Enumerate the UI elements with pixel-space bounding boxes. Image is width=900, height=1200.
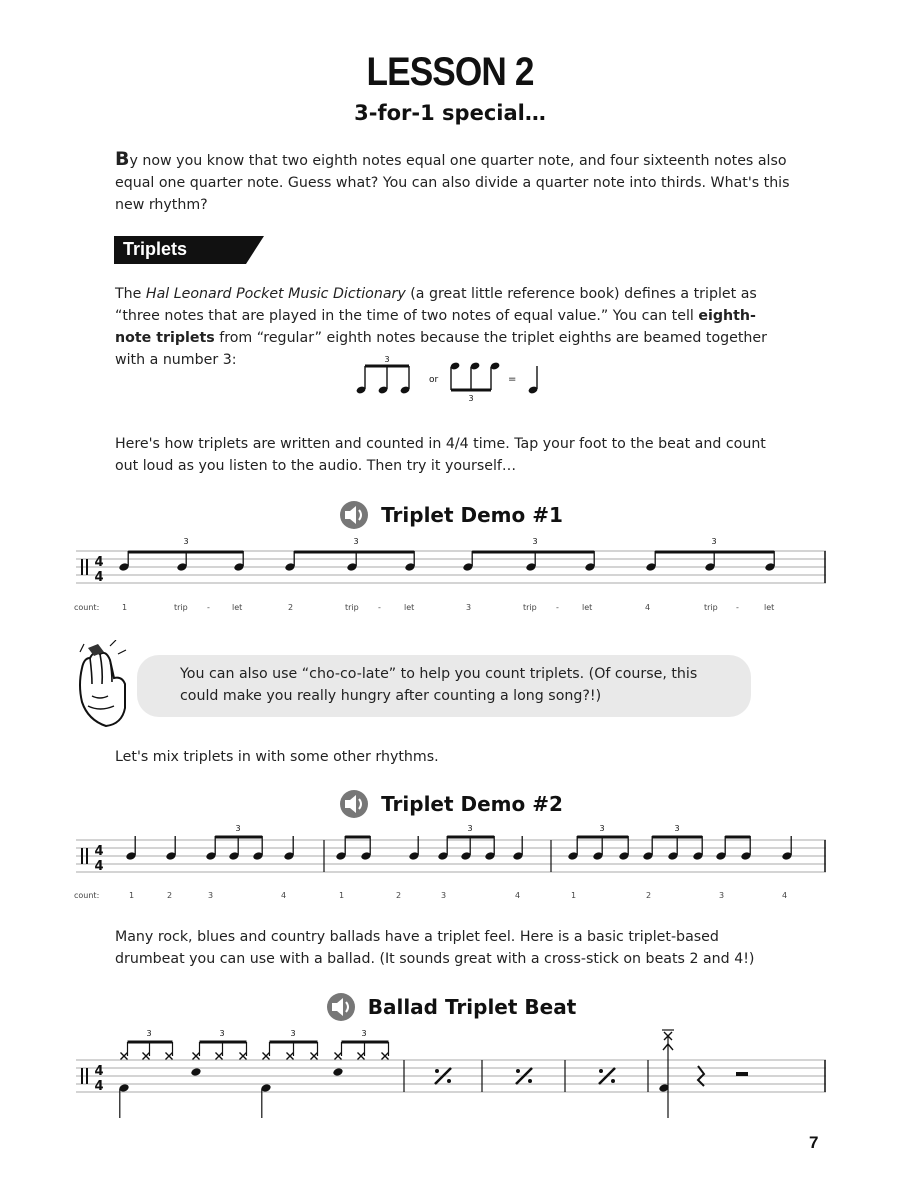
count-label: count: [74, 891, 100, 900]
drop-cap: B [115, 148, 130, 170]
triplet-number: 3 [532, 537, 538, 546]
tip-bubble [137, 655, 751, 717]
count-item: - [378, 603, 381, 612]
triplet-number: 3 [384, 355, 390, 364]
hand-pointing-icon [70, 640, 130, 735]
mix-paragraph: Let's mix triplets in with some other rhythms. [115, 749, 439, 765]
triplet-number: 3 [361, 1029, 367, 1038]
triplet-number: 3 [183, 537, 189, 546]
count-label: count: [74, 603, 100, 612]
hihat-note [382, 1053, 389, 1060]
hihat-note [240, 1053, 247, 1060]
intro-text: y now you know that two eighth notes equal one quarter note, and four sixteenth notes also equal one quarter note. Guess what? You can also divide a quarter note into thirds. What's this new rhythm? [115, 153, 790, 213]
triplet-number: 3 [235, 824, 241, 833]
demo1-title: Triplet Demo #1 [381, 503, 563, 527]
hihat-note [263, 1053, 270, 1060]
hihat-note [358, 1053, 365, 1060]
demo2-counts [74, 891, 834, 905]
hihat-note [287, 1053, 294, 1060]
count-item: 4 [515, 891, 521, 900]
hihat-note [166, 1053, 173, 1060]
equals-text: = [508, 374, 517, 385]
count-item: 1 [122, 603, 128, 612]
count-item: let [232, 603, 243, 612]
time-signature-bottom: 4 [94, 859, 104, 874]
ballad-title: Ballad Triplet Beat [367, 995, 577, 1019]
time-signature-bottom: 4 [94, 570, 104, 585]
triplet-number: 3 [353, 537, 359, 546]
definition-text-2: (a great little reference book) defines a triplet as “three notes that are played in the time of two notes of equal value.” You can tell [115, 286, 757, 324]
count-item: 3 [719, 891, 725, 900]
hihat-note [143, 1053, 150, 1060]
or-text: or [429, 375, 439, 385]
count-item: 2 [646, 891, 652, 900]
hihat-note [311, 1053, 318, 1060]
count-item: trip [345, 603, 359, 612]
ballad-staff [76, 1028, 826, 1123]
repeat-dot [447, 1079, 451, 1083]
definition-bold-term: eighth-note triplets [115, 308, 756, 346]
hihat-note [121, 1053, 128, 1060]
count-item: 3 [208, 891, 214, 900]
speaker-icon[interactable] [337, 500, 373, 530]
triplet-number: 3 [711, 537, 717, 546]
instructions-paragraph: Here's how triplets are written and counted in 4/4 time. Tap your foot to the beat and count out loud as you listen to the audio. Then try it yourself… [115, 436, 766, 474]
count-item: let [582, 603, 593, 612]
time-signature-top: 4 [94, 555, 104, 570]
lesson-title: LESSON 2 [366, 50, 534, 94]
time-signature-top: 4 [94, 844, 104, 859]
ballad-paragraph: Many rock, blues and country ballads have a triplet feel. Here is a basic triplet-based drumbeat you can use with a ballad. (It sounds great with a cross-stick on beats 2 and 4!) [115, 929, 755, 967]
time-signature-bottom: 4 [94, 1079, 104, 1094]
repeat-dot [611, 1079, 615, 1083]
triplet-number: 3 [467, 824, 473, 833]
count-item: let [764, 603, 775, 612]
count-item: - [736, 603, 739, 612]
count-item: - [556, 603, 559, 612]
demo2-staff [76, 824, 826, 884]
book-title: Hal Leonard Pocket Music Dictionary [145, 286, 406, 302]
count-item: 3 [466, 603, 472, 612]
count-item: 4 [281, 891, 287, 900]
snare-note [190, 1067, 201, 1077]
demo2-title: Triplet Demo #2 [381, 792, 563, 816]
half-rest [736, 1072, 748, 1076]
repeat-dot [435, 1069, 439, 1073]
count-item: 4 [782, 891, 788, 900]
count-item: 4 [645, 603, 651, 612]
speaker-icon[interactable] [324, 992, 360, 1022]
count-item: 2 [167, 891, 173, 900]
count-item: 2 [288, 603, 294, 612]
page-number: 7 [809, 1133, 819, 1152]
repeat-dot [516, 1069, 520, 1073]
demo1-counts [74, 603, 834, 617]
count-item: let [404, 603, 415, 612]
count-item: 3 [441, 891, 447, 900]
snare-note [332, 1067, 343, 1077]
hihat-note [335, 1053, 342, 1060]
tip-text: You can also use “cho-co-late” to help you count triplets. (Of course, this could make you really hungry after counting a long song?!) [180, 666, 698, 704]
count-item: trip [174, 603, 188, 612]
triplet-number: 3 [290, 1029, 296, 1038]
count-item: 1 [571, 891, 577, 900]
lesson-subtitle: 3-for-1 special… [354, 101, 546, 125]
intro-paragraph [115, 148, 790, 216]
hihat-note [193, 1053, 200, 1060]
count-item: 2 [396, 891, 402, 900]
inline-triplet-notation [345, 354, 545, 404]
count-item: trip [523, 603, 537, 612]
count-item: 1 [339, 891, 345, 900]
count-item: 1 [129, 891, 135, 900]
triplet-number: 3 [674, 824, 680, 833]
hihat-note [216, 1053, 223, 1060]
triplet-number: 3 [219, 1029, 225, 1038]
ballad-heading [0, 992, 900, 1022]
section-heading-triplets [114, 236, 264, 264]
demo2-heading [0, 789, 900, 819]
triplet-number: 3 [599, 824, 605, 833]
triplet-number: 3 [146, 1029, 152, 1038]
definition-text-1: The [115, 286, 146, 302]
repeat-dot [599, 1069, 603, 1073]
speaker-icon[interactable] [337, 789, 373, 819]
demo1-heading [0, 500, 900, 530]
demo1-staff [76, 535, 826, 595]
triplet-number: 3 [468, 394, 474, 403]
repeat-dot [528, 1079, 532, 1083]
section-heading-label: Triplets [123, 239, 188, 259]
time-signature-top: 4 [94, 1064, 104, 1079]
count-item: trip [704, 603, 718, 612]
count-item: - [207, 603, 210, 612]
definition-text-3: from “regular” eighth notes because the triplet eighths are beamed together with a number 3: [115, 330, 767, 368]
